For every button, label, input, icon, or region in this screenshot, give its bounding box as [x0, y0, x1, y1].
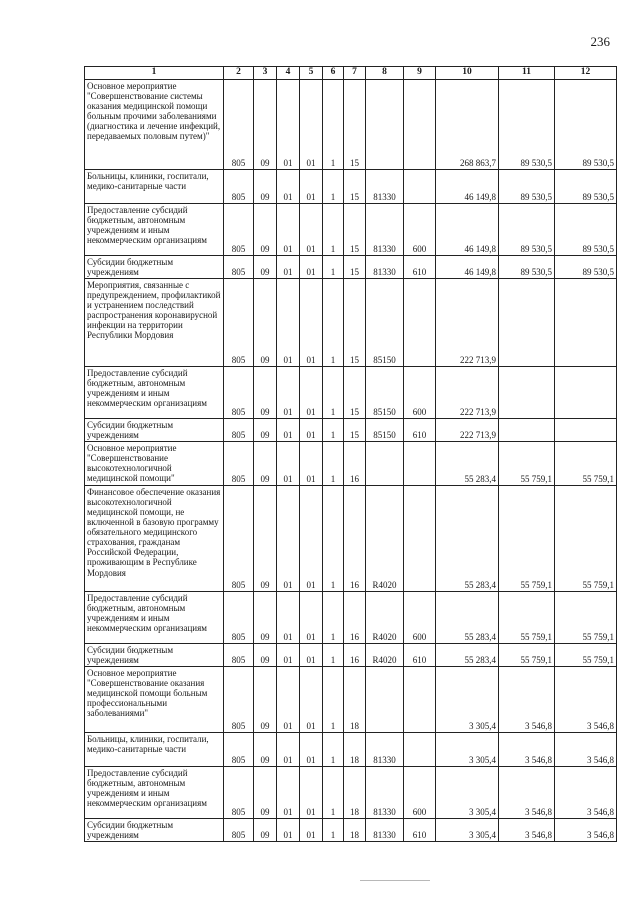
- row-name: Предоставление субсидий бюджетным, автономным учреждениям и иным некоммерческим организациям: [85, 203, 224, 255]
- code-program: 01: [300, 203, 323, 255]
- code-event: 16: [344, 441, 366, 485]
- amount-col-10: 46 149,8: [436, 255, 499, 278]
- code-event: 15: [344, 79, 366, 169]
- code-subprogram: 1: [323, 667, 344, 733]
- code-section: 09: [254, 366, 277, 418]
- code-section: 09: [254, 643, 277, 666]
- code-subprogram: 1: [323, 819, 344, 842]
- code-section: 09: [254, 203, 277, 255]
- table-row: [85, 767, 617, 819]
- code-section: 09: [254, 485, 277, 591]
- row-name: Основное мероприятие "Совершенствование системы оказания медицинской помощи больным прочими заболеваниями (диагностика и лечение инфекций, передаваемых половым путем)": [85, 79, 224, 169]
- code-target: 81330: [366, 169, 404, 203]
- amount-col-10: 3 305,4: [436, 733, 499, 767]
- code-event: 15: [344, 255, 366, 278]
- table-row: [85, 255, 617, 278]
- code-section: 09: [254, 79, 277, 169]
- code-event: 18: [344, 819, 366, 842]
- table-row: [85, 591, 617, 643]
- code-ministry: 805: [224, 169, 254, 203]
- code-section: 09: [254, 733, 277, 767]
- code-expense-type: [404, 667, 436, 733]
- amount-col-10: 268 863,7: [436, 79, 499, 169]
- amount-col-12: [555, 418, 617, 441]
- code-subsection: 01: [277, 418, 300, 441]
- table-row: [85, 733, 617, 767]
- amount-col-11: [499, 278, 555, 366]
- code-program: 01: [300, 79, 323, 169]
- table-row: [85, 418, 617, 441]
- amount-col-12: 3 546,8: [555, 767, 617, 819]
- column-header: 8: [366, 67, 404, 80]
- amount-col-11: 55 759,1: [499, 643, 555, 666]
- code-program: 01: [300, 767, 323, 819]
- code-ministry: 805: [224, 79, 254, 169]
- code-expense-type: 600: [404, 767, 436, 819]
- column-header: 10: [436, 67, 499, 80]
- column-header: 1: [85, 67, 224, 80]
- code-subsection: 01: [277, 441, 300, 485]
- code-program: 01: [300, 819, 323, 842]
- amount-col-12: 3 546,8: [555, 819, 617, 842]
- amount-col-10: 3 305,4: [436, 819, 499, 842]
- code-subprogram: 1: [323, 643, 344, 666]
- code-program: 01: [300, 278, 323, 366]
- amount-col-11: 55 759,1: [499, 485, 555, 591]
- code-event: 15: [344, 278, 366, 366]
- code-event: 18: [344, 767, 366, 819]
- amount-col-12: [555, 278, 617, 366]
- code-subsection: 01: [277, 819, 300, 842]
- code-expense-type: [404, 441, 436, 485]
- code-section: 09: [254, 169, 277, 203]
- code-subsection: 01: [277, 591, 300, 643]
- column-header: 5: [300, 67, 323, 80]
- amount-col-12: 3 546,8: [555, 733, 617, 767]
- row-name: Предоставление субсидий бюджетным, автономным учреждениям и иным некоммерческим организациям: [85, 767, 224, 819]
- amount-col-12: 3 546,8: [555, 667, 617, 733]
- amount-col-11: [499, 366, 555, 418]
- table-row: [85, 366, 617, 418]
- code-event: 15: [344, 169, 366, 203]
- budget-table: [84, 66, 617, 842]
- code-subprogram: 1: [323, 767, 344, 819]
- code-subprogram: 1: [323, 366, 344, 418]
- code-program: 01: [300, 667, 323, 733]
- code-event: 18: [344, 667, 366, 733]
- code-expense-type: 610: [404, 643, 436, 666]
- row-name: Субсидии бюджетным учреждениям: [85, 819, 224, 842]
- amount-col-11: 55 759,1: [499, 441, 555, 485]
- code-subprogram: 1: [323, 203, 344, 255]
- code-ministry: 805: [224, 203, 254, 255]
- code-target: 81330: [366, 819, 404, 842]
- code-section: 09: [254, 667, 277, 733]
- amount-col-10: 222 713,9: [436, 278, 499, 366]
- code-ministry: 805: [224, 591, 254, 643]
- code-subsection: 01: [277, 767, 300, 819]
- code-subsection: 01: [277, 169, 300, 203]
- code-subsection: 01: [277, 203, 300, 255]
- column-header: 3: [254, 67, 277, 80]
- code-subsection: 01: [277, 733, 300, 767]
- row-name: Основное мероприятие "Совершенствование оказания медицинской помощи больным профессиональными заболеваниями": [85, 667, 224, 733]
- amount-col-10: 222 713,9: [436, 418, 499, 441]
- code-expense-type: 610: [404, 418, 436, 441]
- table-row: [85, 203, 617, 255]
- code-section: 09: [254, 278, 277, 366]
- code-event: 16: [344, 485, 366, 591]
- code-subprogram: 1: [323, 441, 344, 485]
- code-subprogram: 1: [323, 733, 344, 767]
- code-subprogram: 1: [323, 255, 344, 278]
- amount-col-11: 3 546,8: [499, 733, 555, 767]
- table-row: [85, 643, 617, 666]
- code-event: 15: [344, 203, 366, 255]
- column-header: 6: [323, 67, 344, 80]
- code-subprogram: 1: [323, 169, 344, 203]
- amount-col-11: [499, 418, 555, 441]
- amount-col-11: 89 530,5: [499, 169, 555, 203]
- code-event: 15: [344, 366, 366, 418]
- amount-col-11: 89 530,5: [499, 203, 555, 255]
- code-ministry: 805: [224, 485, 254, 591]
- amount-col-10: 55 283,4: [436, 485, 499, 591]
- code-expense-type: 610: [404, 255, 436, 278]
- code-subsection: 01: [277, 79, 300, 169]
- code-ministry: 805: [224, 733, 254, 767]
- code-target: [366, 667, 404, 733]
- code-section: 09: [254, 819, 277, 842]
- amount-col-12: 55 759,1: [555, 441, 617, 485]
- amount-col-12: 89 530,5: [555, 255, 617, 278]
- row-name: Субсидии бюджетным учреждениям: [85, 418, 224, 441]
- amount-col-11: 89 530,5: [499, 255, 555, 278]
- code-target: [366, 441, 404, 485]
- code-section: 09: [254, 441, 277, 485]
- row-name: Основное мероприятие "Совершенствование высокотехнологичной медицинской помощи": [85, 441, 224, 485]
- code-expense-type: [404, 485, 436, 591]
- column-header: 12: [555, 67, 617, 80]
- code-program: 01: [300, 255, 323, 278]
- code-target: 81330: [366, 255, 404, 278]
- row-name: Больницы, клиники, госпитали, медико-санитарные части: [85, 733, 224, 767]
- amount-col-10: 55 283,4: [436, 591, 499, 643]
- table-row: [85, 667, 617, 733]
- amount-col-12: 55 759,1: [555, 591, 617, 643]
- amount-col-11: 89 530,5: [499, 79, 555, 169]
- row-name: Мероприятия, связанные с предупреждением, профилактикой и устранением последствий распространения коронавирусной инфекции на территории Республики Мордовия: [85, 278, 224, 366]
- amount-col-11: 3 546,8: [499, 819, 555, 842]
- code-subsection: 01: [277, 485, 300, 591]
- code-target: 85150: [366, 366, 404, 418]
- code-ministry: 805: [224, 418, 254, 441]
- amount-col-12: 89 530,5: [555, 169, 617, 203]
- table-row: [85, 485, 617, 591]
- code-expense-type: [404, 79, 436, 169]
- code-target: R4020: [366, 485, 404, 591]
- code-ministry: 805: [224, 819, 254, 842]
- code-target: 85150: [366, 278, 404, 366]
- amount-col-11: 3 546,8: [499, 667, 555, 733]
- column-header: 7: [344, 67, 366, 80]
- page-number: 236: [590, 34, 610, 49]
- column-header: 2: [224, 67, 254, 80]
- row-name: Предоставление субсидий бюджетным, автономным учреждениям и иным некоммерческим организациям: [85, 591, 224, 643]
- code-subsection: 01: [277, 366, 300, 418]
- code-event: 18: [344, 733, 366, 767]
- row-name: Финансовое обеспечение оказания высокотехнологичной медицинской помощи, не включенной в базовую программу обязательного медицинского страхования, гражданам Российской Федерации, проживающим в Республике Мордовия: [85, 485, 224, 591]
- code-subprogram: 1: [323, 418, 344, 441]
- code-subprogram: 1: [323, 79, 344, 169]
- code-subprogram: 1: [323, 591, 344, 643]
- code-subsection: 01: [277, 255, 300, 278]
- amount-col-11: 3 546,8: [499, 767, 555, 819]
- code-subprogram: 1: [323, 485, 344, 591]
- code-expense-type: 600: [404, 591, 436, 643]
- table-row: [85, 441, 617, 485]
- amount-col-12: 89 530,5: [555, 203, 617, 255]
- amount-col-11: 55 759,1: [499, 591, 555, 643]
- code-ministry: 805: [224, 667, 254, 733]
- column-header: 11: [499, 67, 555, 80]
- code-ministry: 805: [224, 643, 254, 666]
- column-header: 9: [404, 67, 436, 80]
- code-target: [366, 79, 404, 169]
- row-name: Больницы, клиники, госпитали, медико-санитарные части: [85, 169, 224, 203]
- table-row: [85, 79, 617, 169]
- amount-col-10: 46 149,8: [436, 169, 499, 203]
- code-program: 01: [300, 169, 323, 203]
- code-subsection: 01: [277, 278, 300, 366]
- code-event: 16: [344, 591, 366, 643]
- code-expense-type: [404, 169, 436, 203]
- row-name: Субсидии бюджетным учреждениям: [85, 643, 224, 666]
- code-event: 15: [344, 418, 366, 441]
- amount-col-10: 55 283,4: [436, 441, 499, 485]
- code-program: 01: [300, 366, 323, 418]
- code-target: R4020: [366, 643, 404, 666]
- code-program: 01: [300, 441, 323, 485]
- amount-col-10: 3 305,4: [436, 767, 499, 819]
- code-ministry: 805: [224, 278, 254, 366]
- amount-col-12: 55 759,1: [555, 643, 617, 666]
- table-row: [85, 819, 617, 842]
- table-body: [85, 79, 617, 842]
- code-expense-type: 610: [404, 819, 436, 842]
- column-header: 4: [277, 67, 300, 80]
- code-ministry: 805: [224, 441, 254, 485]
- code-program: 01: [300, 485, 323, 591]
- amount-col-12: 55 759,1: [555, 485, 617, 591]
- table-row: [85, 278, 617, 366]
- code-ministry: 805: [224, 255, 254, 278]
- amount-col-10: 46 149,8: [436, 203, 499, 255]
- code-target: 85150: [366, 418, 404, 441]
- amount-col-10: 3 305,4: [436, 667, 499, 733]
- code-section: 09: [254, 591, 277, 643]
- code-target: R4020: [366, 591, 404, 643]
- code-expense-type: [404, 733, 436, 767]
- code-target: 81330: [366, 733, 404, 767]
- code-subsection: 01: [277, 667, 300, 733]
- code-program: 01: [300, 733, 323, 767]
- scan-mark: [360, 880, 430, 881]
- row-name: Субсидии бюджетным учреждениям: [85, 255, 224, 278]
- code-expense-type: 600: [404, 203, 436, 255]
- code-target: 81330: [366, 203, 404, 255]
- amount-col-12: 89 530,5: [555, 79, 617, 169]
- code-ministry: 805: [224, 767, 254, 819]
- table-row: [85, 169, 617, 203]
- code-expense-type: [404, 278, 436, 366]
- code-subsection: 01: [277, 643, 300, 666]
- row-name: Предоставление субсидий бюджетным, автономным учреждениям и иным некоммерческим организациям: [85, 366, 224, 418]
- amount-col-10: 55 283,4: [436, 643, 499, 666]
- code-program: 01: [300, 591, 323, 643]
- code-subprogram: 1: [323, 278, 344, 366]
- code-program: 01: [300, 418, 323, 441]
- code-section: 09: [254, 767, 277, 819]
- header-row: [85, 67, 617, 80]
- code-section: 09: [254, 418, 277, 441]
- amount-col-10: 222 713,9: [436, 366, 499, 418]
- code-program: 01: [300, 643, 323, 666]
- code-target: 81330: [366, 767, 404, 819]
- code-ministry: 805: [224, 366, 254, 418]
- code-event: 16: [344, 643, 366, 666]
- amount-col-12: [555, 366, 617, 418]
- code-expense-type: 600: [404, 366, 436, 418]
- code-section: 09: [254, 255, 277, 278]
